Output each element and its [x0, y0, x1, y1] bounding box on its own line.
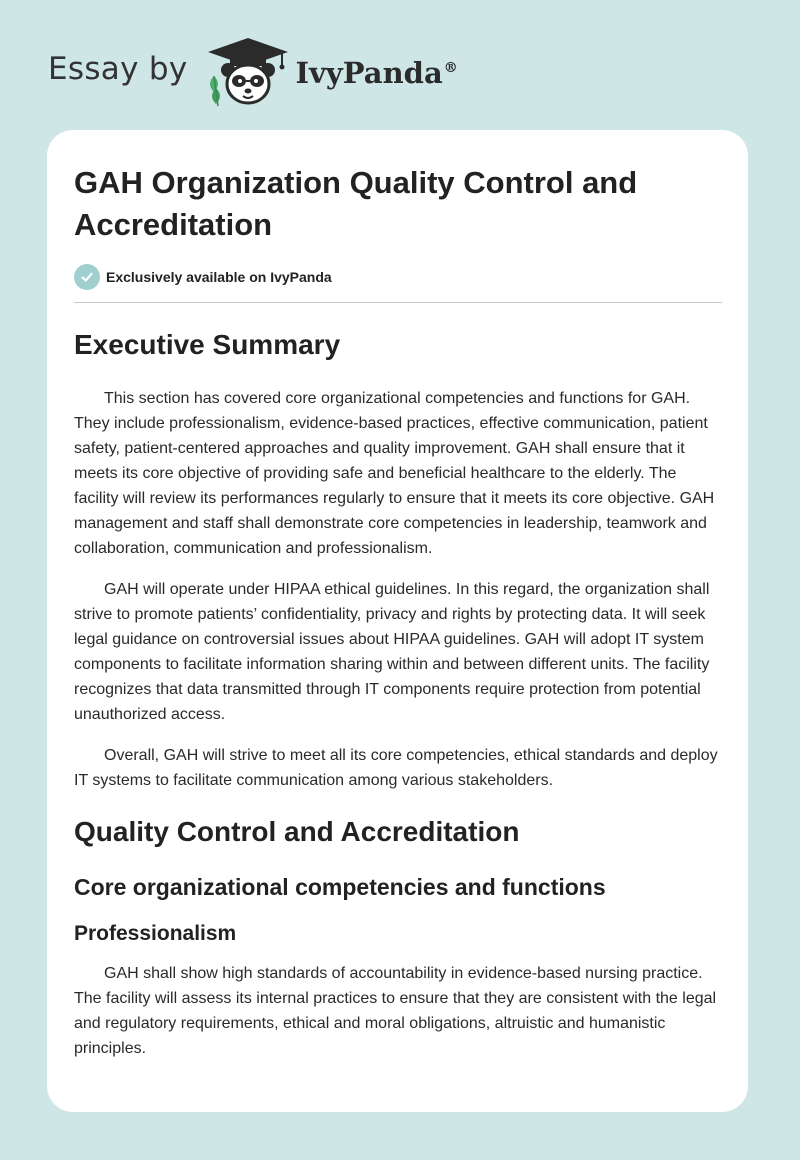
paragraph: GAH will operate under HIPAA ethical guidelines. In this regard, the organization shall strive to promote patients’ confidentiality, privacy and rights by protecting data. It will seek legal guidance on controversial issues about HIPAA guidelines. GAH will adopt IT system components to facilitate information sharing within and between different units. The facility recognizes that data transmitted through IT components require protection from potential unauthorized access. — [74, 581, 710, 723]
subheading-professionalism: Professionalism — [74, 922, 237, 945]
section-heading-quality-control: Quality Control and Accreditation — [74, 816, 520, 847]
page-title: GAH Organization Quality Control and Accreditation — [74, 165, 638, 242]
paragraph: Overall, GAH will strive to meet all its core competencies, ethical standards and deploy IT systems to facilitate communication among various stakeholders. — [74, 747, 718, 789]
check-icon — [74, 264, 100, 290]
brand-name[interactable]: IvyPanda® — [295, 56, 458, 90]
registered-mark: ® — [443, 60, 458, 77]
exclusive-badge — [74, 263, 722, 291]
paragraph: This section has covered core organizational competencies and functions for GAH. They include professionalism, evidence-based practices, effective communication, patient safety, patient-centered approaches and quality improvement. GAH shall ensure that it meets its core objective of providing safe and beneficial healthcare to the elderly. The facility will review its performances regularly to ensure that it meets its core objective. GAH management and staff shall demonstrate core competencies in leadership, teamwork and collaboration, communication and professionalism. — [74, 390, 715, 557]
exclusive-label: Exclusively available on IvyPanda — [106, 269, 332, 285]
subheading-core-competencies: Core organizational competencies and functions — [74, 874, 606, 900]
divider — [74, 302, 722, 303]
section-heading-executive-summary: Executive Summary — [74, 329, 341, 360]
essay-by-label: Essay by — [48, 51, 188, 87]
site-header — [48, 36, 458, 108]
article-card — [47, 130, 748, 1112]
paragraph: GAH shall show high standards of accountability in evidence-based nursing practice. The facility will assess its internal practices to ensure that they are consistent with the legal and regulatory requirements, ethical and moral obligations, altruistic and humanistic principles. — [74, 965, 717, 1057]
ivypanda-logo-icon[interactable] — [202, 36, 294, 108]
